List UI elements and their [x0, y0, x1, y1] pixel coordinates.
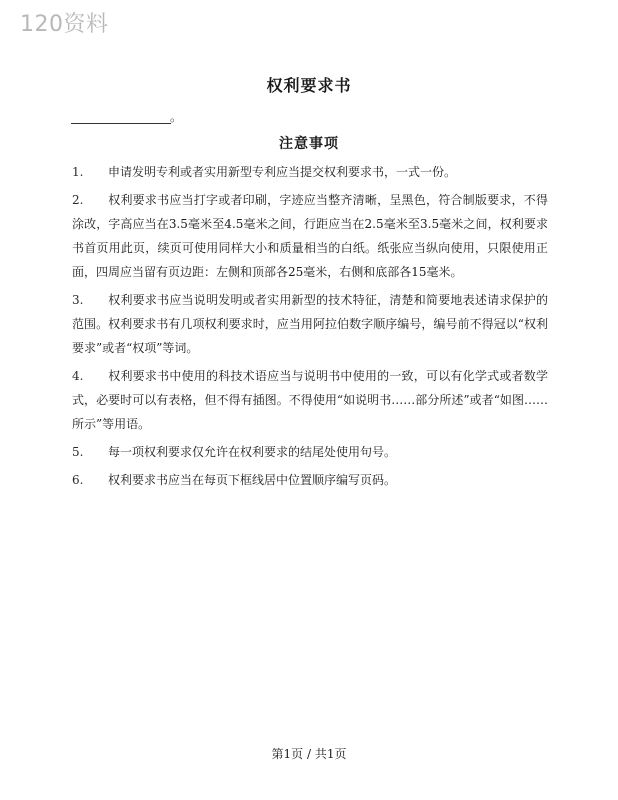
- note-number: 3.: [72, 293, 84, 307]
- note-number: 2.: [72, 193, 84, 207]
- note-number: 6.: [72, 473, 84, 487]
- note-item: [72, 440, 548, 464]
- note-text: 每一项权利要求仅允许在权利要求的结尾处使用句号。: [108, 445, 397, 459]
- note-item: [72, 364, 548, 436]
- note-text: 申请发明专利或者实用新型专利应当提交权利要求书，一式一份。: [108, 165, 457, 179]
- note-item: [72, 468, 548, 492]
- note-item: [72, 160, 548, 184]
- note-item: [72, 188, 548, 284]
- document-title: 权利要求书: [266, 76, 352, 95]
- note-text: 权利要求书应当在每页下框线居中位置顺序编写页码。: [108, 473, 397, 487]
- watermark-logo: 120资料: [20, 12, 109, 37]
- note-number: 1.: [72, 165, 84, 179]
- notes-list: [72, 160, 548, 496]
- blank-period: 。: [170, 110, 183, 124]
- note-text: 权利要求书应当打字或者印刷，字迹应当整齐清晰，呈黑色，符合制版要求，不得涂改，字高应当在3.5毫米至4.5毫米之间，行距应当在2.5毫米至3.5毫米之间，权利要求书首页用此页，续页可使用同样大小和质量相当的白纸。纸张应当纵向使用，只限使用正面，四周应当留有页边距：左侧和顶部各25毫米，右侧和底部各15毫米。: [72, 193, 548, 279]
- note-number: 5.: [72, 445, 84, 459]
- note-text: 权利要求书中使用的科技术语应当与说明书中使用的一致，可以有化学式或者数学式，必要时可以有表格，但不得有插图。不得使用“如说明书……部分所述”或者“如图……所示”等用语。: [72, 369, 548, 431]
- section-title: 注意事项: [279, 136, 339, 152]
- note-number: 4.: [72, 369, 84, 383]
- page-indicator: 第1页 / 共1页: [271, 747, 347, 761]
- note-text: 权利要求书应当说明发明或者实用新型的技术特征，清楚和简要地表述请求保护的范围。权利要求书有几项权利要求时，应当用阿拉伯数字顺序编号，编号前不得冠以“权利要求”或者“权项”等词。: [72, 293, 548, 355]
- note-item: [72, 288, 548, 360]
- fill-in-blank-line: [71, 112, 171, 124]
